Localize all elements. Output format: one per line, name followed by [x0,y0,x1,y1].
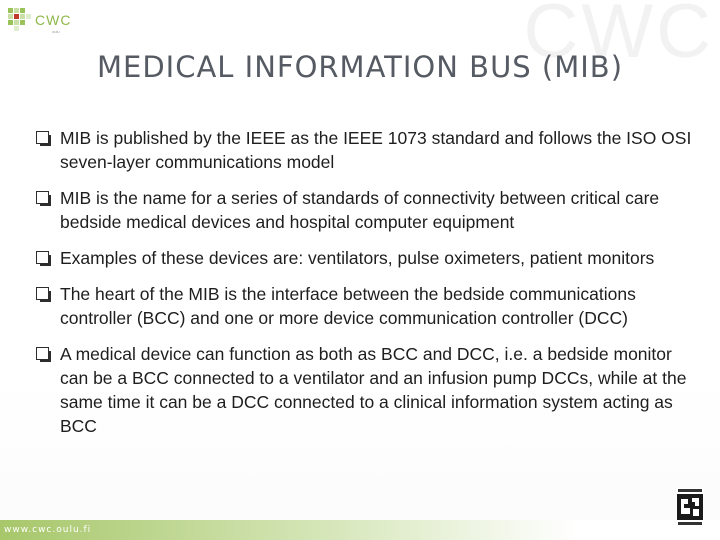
slide-title: MEDICAL INFORMATION BUS (MIB) [96,50,624,84]
bullet-item [36,342,701,438]
checkbox-bullet-icon [36,287,49,300]
bullet-text: MIB is published by the IEEE as the IEEE 1073 standard and follows the ISO OSI seven-layer communications model [60,128,692,172]
logo-subtext: oulu [52,29,60,34]
bullet-text: Examples of these devices are: ventilators, pulse oximeters, patient monitors [60,248,655,268]
logo-grid-icon [8,8,32,32]
bullet-list [36,126,701,450]
bullet-text: MIB is the name for a series of standards of connectivity between critical care bedside medical devices and hospital computer equipment [60,188,660,232]
watermark-text: CWC [523,0,714,74]
bullet-item [36,186,701,234]
logo-text: CWC [35,12,72,28]
checkbox-bullet-icon [36,251,49,264]
cwc-logo [8,8,78,42]
footer-url: www.cwc.oulu.fi [4,525,92,535]
bullet-item [36,126,701,174]
bullet-item [36,282,701,330]
footer-strip [0,520,720,540]
university-logo-icon [676,488,704,526]
checkbox-bullet-icon [36,191,49,204]
bullet-text: The heart of the MIB is the interface between the bedside communications controller (BCC) and one or more device communication controller (DCC) [60,284,636,328]
bullet-item [36,246,701,270]
bullet-text: A medical device can function as both as BCC and DCC, i.e. a bedside monitor can be a BCC connected to a ventilator and an infusion pump DCCs, while at the same time it can be a DCC connected to a clinical information system acting as BCC [60,344,687,436]
checkbox-bullet-icon [36,347,49,360]
checkbox-bullet-icon [36,131,49,144]
